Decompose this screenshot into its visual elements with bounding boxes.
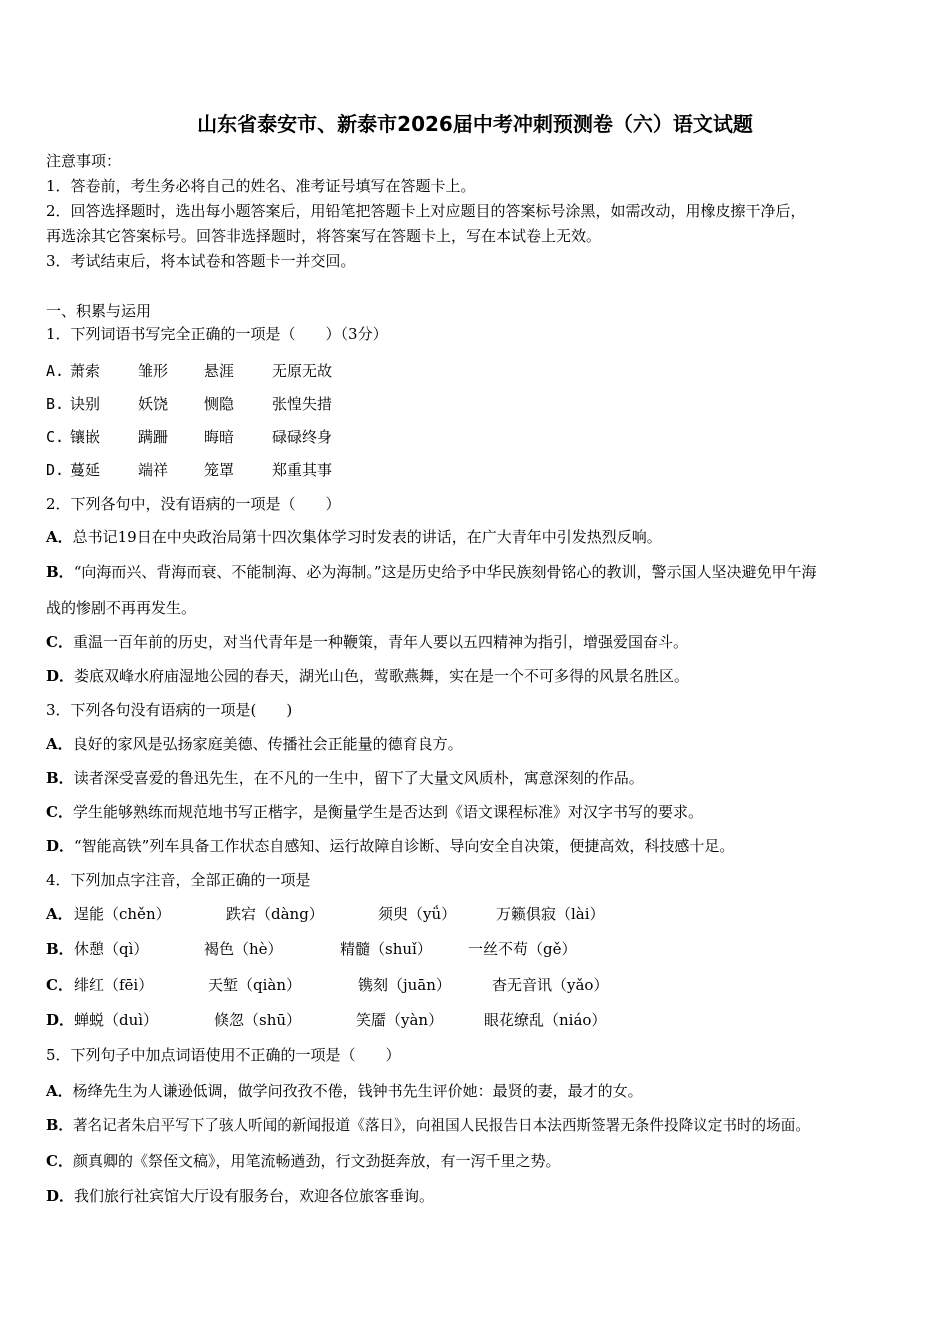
option-word: 跌宕（dàng） (226, 905, 324, 923)
option-word: 端祥 (138, 461, 169, 479)
option-label: C． (46, 976, 73, 994)
question-3-option: C．学生能够熟练而规范地书写正楷字，是衡量学生是否达到《语文课程标准》对汉字书写的要求。 (46, 803, 703, 821)
option-label: D． (46, 1011, 75, 1029)
option-word: 蹒跚 (138, 428, 169, 446)
option-word: 碌碌终身 (272, 428, 333, 446)
option-word: 蔓延 (70, 461, 101, 479)
question-2-option: D．娄底双峰水府庙湿地公园的春天，湖光山色，莺歌燕舞，实在是一个不可多得的风景名胜区。 (46, 667, 690, 685)
option-word: 一丝不苟（gě） (468, 940, 577, 958)
option-label: C. (46, 428, 65, 446)
option-label: D． (46, 667, 75, 685)
option-word: 悬涯 (204, 362, 235, 380)
question-3-option: A．良好的家风是弘扬家庭美德、传播社会正能量的德育良方。 (46, 735, 463, 753)
option-label: B． (46, 563, 74, 581)
option-word: 倏忽（shū） (214, 1011, 302, 1029)
option-label: D. (46, 461, 65, 479)
notice-item: 3．考试结束后，将本试卷和答题卡一并交回。 (46, 252, 356, 270)
notice-item: 再选涂其它答案标号。回答非选择题时，将答案写在答题卡上，写在本试卷上无效。 (46, 227, 602, 245)
option-label: C． (46, 803, 73, 821)
option-row (46, 427, 646, 447)
question-3-stem: 3．下列各句没有语病的一项是( ) (46, 701, 293, 719)
option-word: 绯红（fēi） (74, 976, 154, 994)
option-word: 杳无音讯（yǎo） (492, 976, 609, 994)
option-row (46, 1010, 646, 1030)
section-heading: 一、积累与运用 (46, 302, 152, 320)
option-label: A. (46, 362, 65, 380)
option-word: 休憩（qì） (74, 940, 149, 958)
option-row (46, 975, 646, 995)
option-word: 张惶失措 (272, 395, 333, 413)
option-label: A． (46, 905, 73, 923)
option-word: 萧索 (70, 362, 101, 380)
option-label: D． (46, 837, 75, 855)
option-word: 镌刻（juān） (358, 976, 451, 994)
option-row (46, 904, 646, 924)
option-label: B． (46, 940, 74, 958)
option-label: B． (46, 1117, 73, 1134)
option-word: 妖饶 (138, 395, 169, 413)
notice-item: 1．答卷前，考生务必将自己的姓名、准考证号填写在答题卡上。 (46, 177, 476, 195)
option-word: 雏形 (138, 362, 169, 380)
option-label: B． (46, 769, 74, 787)
option-word: 逞能（chěn） (74, 905, 171, 923)
option-word: 恻隐 (204, 395, 235, 413)
notice-item: 2．回答选择题时，选出每小题答案后，用铅笔把答题卡上对应题目的答案标号涂黑，如需改动，用橡皮擦干净后， (46, 202, 806, 220)
option-word: 天堑（qiàn） (208, 976, 302, 994)
option-word: 须臾（yǘ） (378, 905, 457, 923)
question-5-option: C．颜真卿的《祭侄文稿》，用笔流畅遒劲，行文劲挺奔放，有一泻千里之势。 (46, 1152, 561, 1170)
option-word: 笑靥（yàn） (356, 1011, 444, 1029)
page-title: 山东省泰安市、新泰市2026届中考冲刺预测卷（六）语文试题 (197, 112, 753, 136)
option-word: 万籁俱寂（lài） (496, 905, 605, 923)
option-word: 晦暗 (204, 428, 235, 446)
option-word: 褐色（hè） (204, 940, 283, 958)
option-word: 镶嵌 (70, 428, 101, 446)
option-row (46, 361, 646, 381)
question-2-stem: 2．下列各句中，没有语病的一项是（ ） (46, 495, 341, 513)
option-word: 蝉蜕（duì） (74, 1011, 159, 1029)
question-2-option: A．总书记19日在中央政治局第十四次集体学习时发表的讲话，在广大青年中引发热烈反响。 (46, 528, 662, 546)
option-label: B. (46, 395, 65, 413)
option-row (46, 394, 646, 414)
question-2-option: B．“向海而兴、背海而衰、不能制海、必为海制。”这是历史给予中华民族刻骨铭心的教训，警示国人坚决避免甲午海 (46, 563, 817, 581)
question-1-stem: 1．下列词语书写完全正确的一项是（ ）（3分） (46, 325, 388, 343)
question-3-option: B．读者深受喜爱的鲁迅先生，在不凡的一生中，留下了大量文风质朴，寓意深刻的作品。 (46, 769, 644, 787)
question-5-stem: 5．下列句子中加点词语使用不正确的一项是（ ） (46, 1046, 401, 1064)
question-2-option: C．重温一百年前的历史，对当代青年是一种鞭策，青年人要以五四精神为指引，增强爱国奋斗。 (46, 633, 688, 651)
option-word: 诀别 (70, 395, 101, 413)
question-3-option: D．“智能高铁”列车具备工作状态自感知、运行故障自诊断、导向安全自决策，便捷高效，科技感十足。 (46, 837, 735, 855)
option-word: 精髓（shuǐ） (340, 940, 432, 958)
option-label: C． (46, 1152, 73, 1170)
option-word: 笼罩 (204, 461, 235, 479)
question-5-option: D．我们旅行社宾馆大厅设有服务台，欢迎各位旅客垂询。 (46, 1187, 435, 1205)
question-4-stem: 4．下列加点字注音，全部正确的一项是 (46, 871, 311, 889)
option-label: A． (46, 1082, 73, 1100)
option-label: C． (46, 633, 73, 651)
option-label: A． (46, 735, 73, 753)
option-word: 郑重其事 (272, 461, 333, 479)
option-row (46, 460, 646, 480)
question-5-option: A．杨绛先生为人谦逊低调，做学问孜孜不倦，钱钟书先生评价她：最贤的妻，最才的女。 (46, 1082, 643, 1100)
option-row (46, 939, 646, 959)
question-5-option: B．著名记者朱启平写下了骇人听闻的新闻报道《落日》，向祖国人民报告日本法西斯签署无条件投降议定书时的场面。 (46, 1117, 810, 1134)
option-word: 眼花缭乱（niáo） (484, 1011, 607, 1029)
option-label: D． (46, 1187, 75, 1205)
notice-heading: 注意事项： (46, 152, 122, 170)
option-word: 无原无故 (272, 362, 333, 380)
question-2-option: 战的惨剧不再再发生。 (46, 599, 197, 617)
option-label: A． (46, 528, 73, 546)
